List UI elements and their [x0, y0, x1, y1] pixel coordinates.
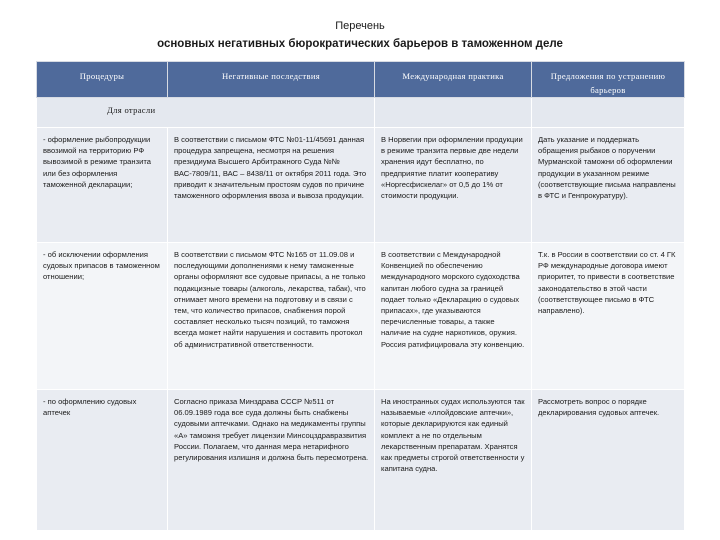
cell-proposal: Дать указание и поддержать обращения рыбаков о поручении Мурманской таможни об оформлении продукции в указанном режиме (соответствующие письма направлены в ФТС и Генпрокуратуру). — [532, 128, 685, 243]
header-procedures: Процедуры — [37, 62, 168, 98]
table-row — [37, 243, 685, 390]
section-label-cell — [37, 98, 375, 128]
table-row — [37, 128, 685, 243]
cell-consequences: В соответствии с письмом ФТС №01-11/45691 данная процедура запрещена, несмотря на решения президиума Высшего Арбитражного Суда №№ ВАС-7809/11, ВАС – 8438/11 от октября 2011 года. Это приводит к значительным простоям судов по причине таможенного оформления ввоза и вывоза продукции. — [168, 128, 375, 243]
section-empty-cell — [532, 98, 685, 128]
header-consequences: Негативные последствия — [168, 62, 375, 98]
cell-procedure: - об исключении оформления судовых припасов в таможенном отношении; — [37, 243, 168, 390]
section-empty-cell — [375, 98, 532, 128]
cell-procedure: - оформление рыбопродукции ввозимой на территорию РФ вывозимой в режиме транзита или без оформления таможенной декларации; — [37, 128, 168, 243]
cell-practice: На иностранных судах используются так называемые «ллойдовские аптечки», которые декларируются как единый комплект а не по отдельным лекарственным препаратам. Хранятся как предметы строгой ответственности у капитана судна. — [375, 390, 532, 531]
document-title: Перечень — [335, 20, 385, 32]
cell-proposal: Т.к. в России в соответствии со ст. 4 ГК РФ международные договора имеют приоритет, то привести в соответствие законодательство в этой части (соответствующее письмо в ФТС направлено). — [532, 243, 685, 390]
cell-practice: В соответствии с Международной Конвенцией по обеспечению международного морского судоходства капитан любого судна за границей подает только «Декларацию о судовых припасах», где указываются перечисленные товары, а также наличие на судне наркотиков, оружия. Россия ратифицировала эту конвенцию. — [375, 243, 532, 390]
barriers-table — [36, 61, 685, 531]
cell-practice: В Норвегии при оформлении продукции в режиме транзита первые две недели хранения идут бесплатно, по предприятие платит кооперативу «Норгесфискелаг» от 0,5 до 1% от стоимости продукции. — [375, 128, 532, 243]
cell-consequences: Согласно приказа Минздрава СССР №511 от 06.09.1989 года все суда должны быть снабжены судовыми аптечками. Однако на медикаменты группы «А» таможня требует лицензии Минсоцздравразвития России. Полагаем, что данная мера нетарифного регулирования излишня и должна быть пересмотрена. — [168, 390, 375, 531]
document-subtitle: основных негативных бюрократических барьеров в таможенном деле — [157, 38, 563, 50]
header-practice: Международная практика — [375, 62, 532, 98]
table-row — [37, 390, 685, 531]
cell-proposal: Рассмотреть вопрос о порядке декларирования судовых аптечек. — [532, 390, 685, 531]
section-label: Для отрасли — [107, 105, 156, 115]
table-header-row — [37, 62, 685, 98]
cell-procedure: - по оформлению судовых аптечек — [37, 390, 168, 531]
header-proposals: Предложения по устранению барьеров — [532, 62, 685, 98]
section-row — [37, 98, 685, 128]
cell-consequences: В соответствии с письмом ФТС №165 от 11.09.08 и последующими дополнениями к нему таможенные органы оформляют все судовые припасы, а не только подакцизные товары (алкоголь, лекарства, табак), что отнимает много времени на подготовку и в связи с тем, что количество припасов, снабжения порой составляет несколько тысяч позиций, то таможня всегда может найти нарушения и составить протокол об административной ответственности. — [168, 243, 375, 390]
